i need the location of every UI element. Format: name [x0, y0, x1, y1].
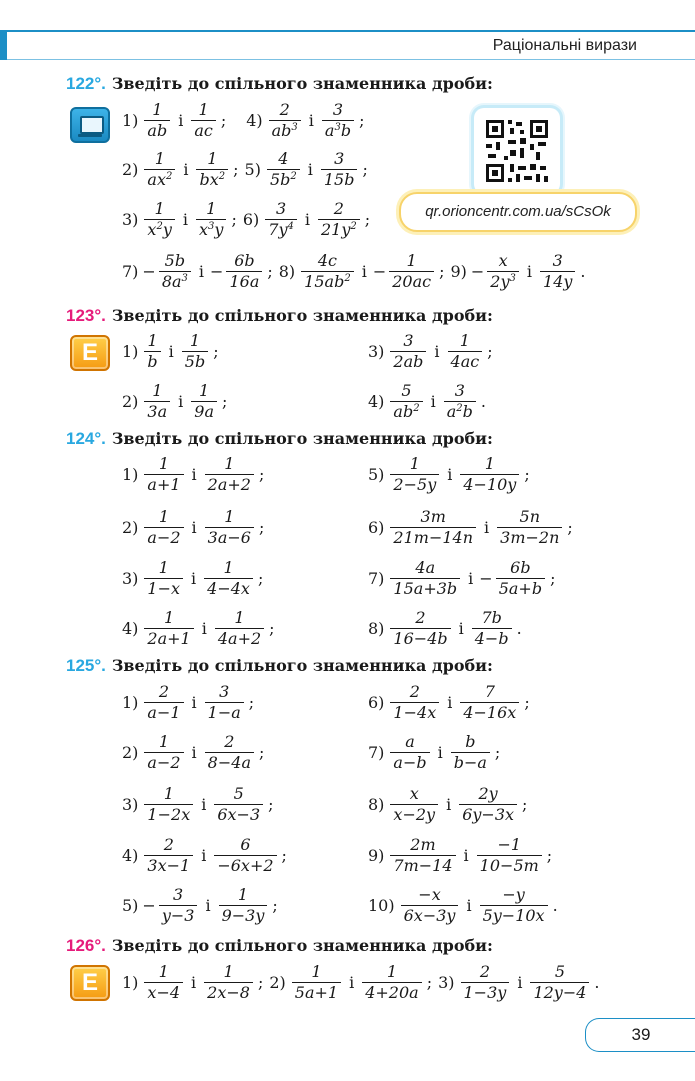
exercise-124-item3: 3) $\frac{1}{1-x}$ і $\frac{1}{4-4x}$ ;	[122, 558, 264, 598]
e-badge-icon[interactable]: E	[70, 965, 110, 1001]
exercise-124-item8: 8) $\frac{2}{16-4b}$ і $\frac{7b}{4-b}$ .	[368, 608, 522, 648]
exercise-125-item3: 3) $\frac{1}{1-2x}$ і $\frac{5}{6x-3}$ ;	[122, 784, 274, 824]
exercise-123-row2: 2) $\frac{1}{3a}$ і $\frac{1}{9a}$ ;	[122, 381, 228, 421]
exercise-124-item4: 4) $\frac{1}{2a+1}$ і $\frac{1}{4a+2}$ ;	[122, 608, 275, 648]
exercise-125-item6: 6) $\frac{2}{1-4x}$ і $\frac{7}{4-16x}$ ;	[368, 682, 530, 722]
page-number: 39	[585, 1018, 695, 1052]
exercise-124-item2: 2) $\frac{1}{a-2}$ і $\frac{1}{3a-6}$ ;	[122, 507, 265, 547]
exercise-122-row2: 2) $\frac{1}{ax^2}$ і $\frac{1}{bx^2}$ ; 5) $\frac{4}{5b^2}$ і $\frac{3}{15b}$ ;	[122, 149, 368, 189]
exercise-125-item5: 5) − $\frac{3}{y-3}$ і $\frac{1}{9-3y}$ ;	[122, 885, 278, 925]
task-number: 125°.	[66, 656, 106, 675]
exercise-124-item7: 7) $\frac{4a}{15a+3b}$ і − $\frac{6b}{5a+b}$ ;	[368, 558, 556, 598]
task-123-heading	[66, 306, 493, 326]
monitor-icon[interactable]	[70, 107, 110, 143]
section-title: Раціональні вирази	[492, 37, 637, 54]
exercise-122-row3: 3) $\frac{1}{x^2y}$ і $\frac{1}{x^3y}$ ; 6) $\frac{3}{7y^4}$ і $\frac{2}{21y^2}$ ;	[122, 199, 371, 239]
exercise-123-row2b: 4) $\frac{5}{ab^2}$ і $\frac{3}{a^2b}$ .	[368, 381, 486, 421]
exercise-125-item7: 7) $\frac{a}{a-b}$ і $\frac{b}{b-a}$ ;	[368, 732, 501, 772]
exercise-123-row1: 1) $\frac{1}{b}$ і $\frac{1}{5b}$ ;	[122, 331, 219, 371]
task-instruction: Зведіть до спільного знаменника дроби:	[111, 936, 493, 955]
e-badge-icon[interactable]: E	[70, 335, 110, 371]
qr-link[interactable]: qr.orioncentr.com.ua/sCsOk	[399, 192, 637, 232]
header-accent	[0, 30, 7, 60]
task-126-heading	[66, 936, 493, 956]
exercise-125-item10: 10) $\frac{-x}{6x-3y}$ і $\frac{-y}{5y-10x}$ .	[368, 885, 558, 925]
exercise-125-item9: 9) $\frac{2m}{7m-14}$ і $\frac{-1}{10-5m}$ ;	[368, 835, 553, 875]
task-instruction: Зведіть до спільного знаменника дроби:	[111, 656, 493, 675]
task-instruction: Зведіть до спільного знаменника дроби:	[111, 74, 493, 93]
task-number: 123°.	[66, 306, 106, 325]
task-number: 124°.	[66, 429, 106, 448]
page-header	[0, 30, 695, 60]
header-divider	[7, 59, 695, 60]
task-number: 122°.	[66, 74, 106, 93]
exercise-124-item1: 1) $\frac{1}{a+1}$ і $\frac{1}{2a+2}$ ;	[122, 454, 265, 494]
task-number: 126°.	[66, 936, 106, 955]
exercise-125-item1: 1) $\frac{2}{a-1}$ і $\frac{3}{1-a}$ ;	[122, 682, 255, 722]
header-line	[7, 30, 695, 32]
exercise-125-item4: 4) $\frac{2}{3x-1}$ і $\frac{6}{-6x+2}$ ;	[122, 835, 287, 875]
task-instruction: Зведіть до спільного знаменника дроби:	[111, 306, 493, 325]
exercise-125-item2: 2) $\frac{1}{a-2}$ і $\frac{2}{8-4a}$ ;	[122, 732, 265, 772]
exercise-125-item8: 8) $\frac{x}{x-2y}$ і $\frac{2y}{6y-3x}$ ;	[368, 784, 528, 824]
exercise-123-row1b: 3) $\frac{3}{2ab}$ і $\frac{1}{4ac}$ ;	[368, 331, 493, 371]
exercise-126-row: 1) $\frac{1}{x-4}$ і $\frac{1}{2x-8}$ ; 2) $\frac{1}{5a+1}$ і $\frac{1}{4+20a}$ ; 3) $\frac{2}{1-3y}$ і $\frac{5}{12y-4}$ .	[122, 962, 600, 1002]
exercise-122-row1: 1) $\frac{1}{ab}$ і $\frac{1}{ac}$ ; 4) $\frac{2}{ab^3}$ і $\frac{3}{a^3b}$ ;	[122, 100, 365, 140]
task-instruction: Зведіть до спільного знаменника дроби:	[111, 429, 493, 448]
task-124-heading	[66, 429, 493, 449]
task-125-heading	[66, 656, 493, 676]
exercise-124-item6: 6) $\frac{3m}{21m-14n}$ і $\frac{5n}{3m-2n}$ ;	[368, 507, 573, 547]
exercise-124-item5: 5) $\frac{1}{2-5y}$ і $\frac{1}{4-10y}$ ;	[368, 454, 530, 494]
qr-code-icon[interactable]	[474, 108, 560, 194]
task-122-heading	[66, 74, 493, 94]
exercise-122-row4: 7) − $\frac{5b}{8a^3}$ і − $\frac{6b}{16a}$ ; 8) $\frac{4c}{15ab^2}$ і − $\frac{1}{20ac}$ ; 9) − $\frac{x}{2y^3}$ і $\frac{3}{14y}$ .	[122, 251, 586, 291]
